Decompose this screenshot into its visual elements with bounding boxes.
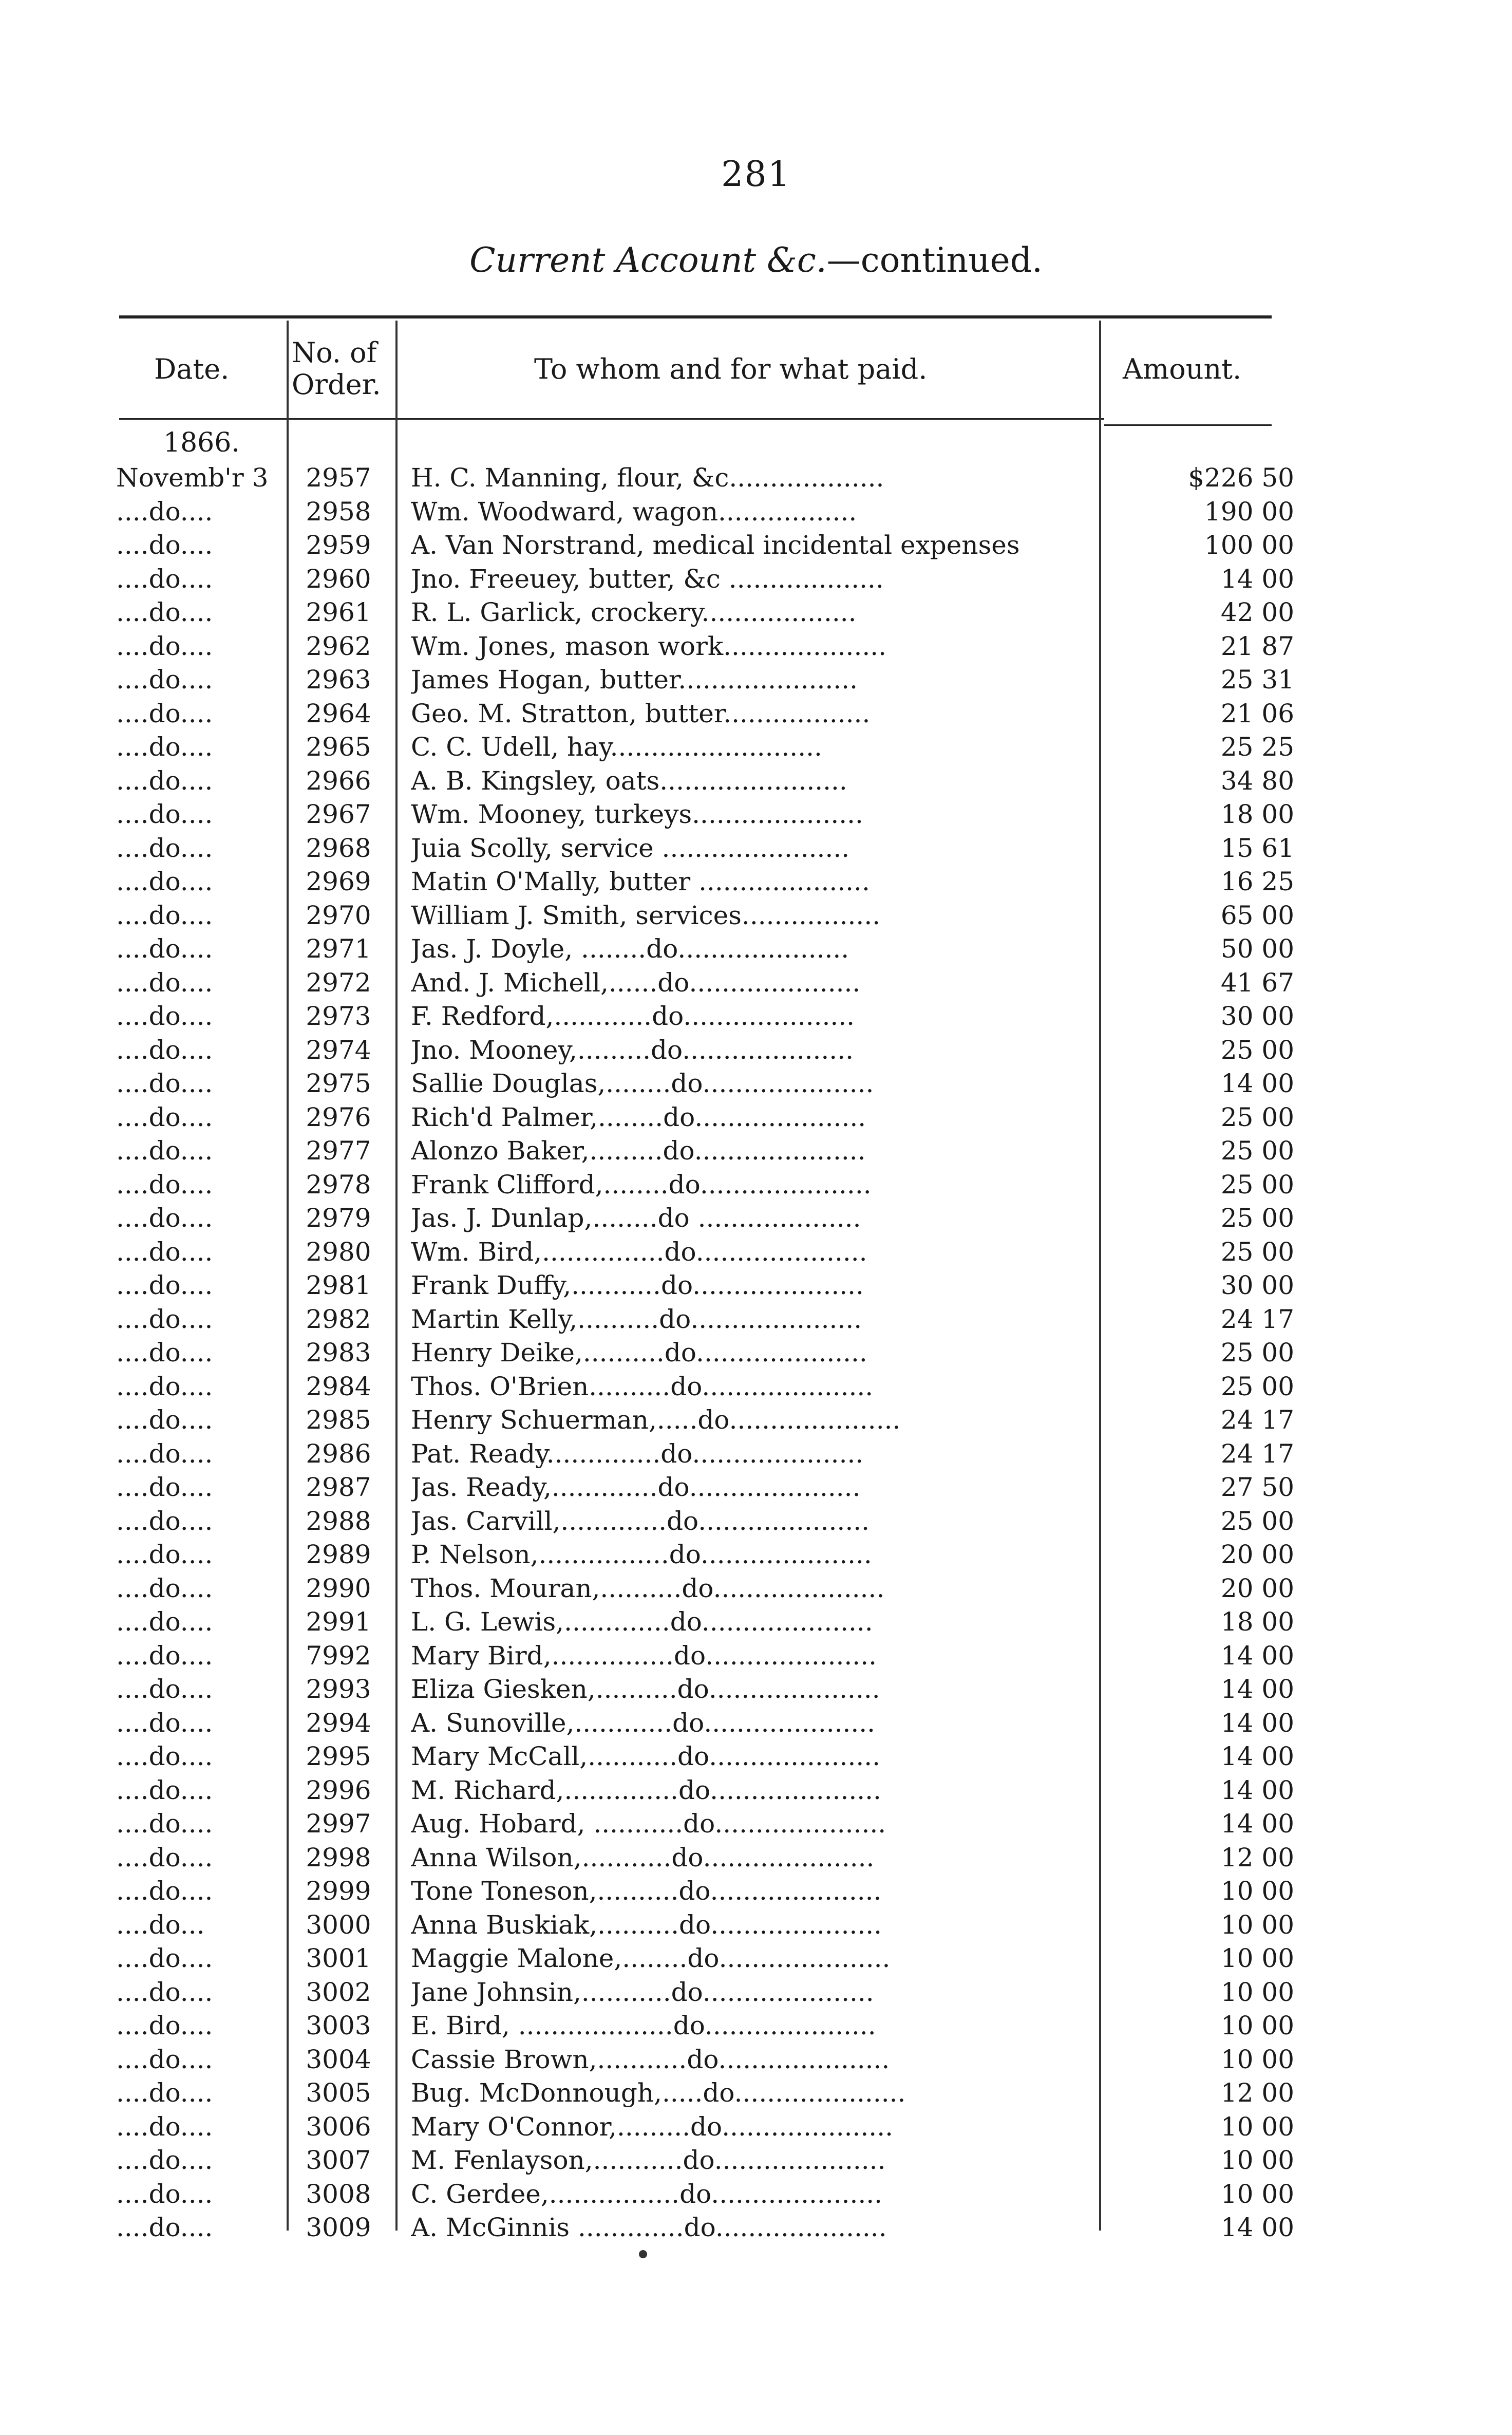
row-order-number: 3007 <box>306 2145 371 2175</box>
row-date: ....do.... <box>116 1371 213 1401</box>
row-order-number: 3004 <box>306 2044 371 2074</box>
table-row <box>0 966 1512 1000</box>
row-date: Novemb'r 3 <box>116 463 269 493</box>
row-amount: $226 50 <box>1188 463 1294 493</box>
row-payee: P. Nelson,................do..................... <box>411 1540 872 1569</box>
row-payee: Mary McCall,...........do..................... <box>411 1741 881 1771</box>
row-order-number: 2974 <box>306 1035 371 1065</box>
row-amount: 10 00 <box>1220 2111 1294 2142</box>
row-amount: 25 25 <box>1220 732 1294 762</box>
row-order-number: 3003 <box>306 2011 371 2040</box>
row-date: ....do.... <box>116 867 213 896</box>
row-date: ....do.... <box>116 2213 213 2242</box>
table-row <box>0 1841 1512 1875</box>
table-row <box>0 1336 1512 1370</box>
row-payee: Alonzo Baker,.........do..................... <box>411 1136 866 1166</box>
row-date: ....do.... <box>116 1237 213 1267</box>
row-amount: 14 00 <box>1220 564 1294 594</box>
row-date: ....do.... <box>116 1203 213 1233</box>
row-order-number: 2970 <box>306 900 371 930</box>
row-amount: 10 00 <box>1220 1977 1294 2007</box>
table-row <box>0 1101 1512 1135</box>
row-amount: 50 00 <box>1220 934 1294 964</box>
table-row <box>0 2211 1512 2245</box>
row-payee: Eliza Giesken,..........do..................... <box>411 1674 880 1704</box>
row-date: ....do.... <box>116 1136 213 1166</box>
row-payee: And. J. Michell,......do..................... <box>411 967 861 998</box>
row-payee: William J. Smith, services................. <box>411 900 881 930</box>
row-amount: 24 17 <box>1220 1438 1294 1469</box>
row-order-number: 2986 <box>306 1438 371 1469</box>
table-row <box>0 899 1512 933</box>
header-rule-left <box>119 418 1104 420</box>
row-payee: Sallie Douglas,........do..................... <box>411 1069 874 1098</box>
row-payee: Aug. Hobard, ...........do..................... <box>411 1809 886 1839</box>
table-row <box>0 1707 1512 1740</box>
table-row <box>0 2178 1512 2212</box>
row-date: ....do.... <box>116 698 213 728</box>
table-row <box>0 764 1512 798</box>
row-payee: A. Van Norstrand, medical incidental expenses <box>411 530 1020 560</box>
table-row <box>0 1908 1512 1942</box>
row-date: ....do.... <box>116 1674 213 1704</box>
row-date: ....do.... <box>116 833 213 863</box>
row-date: ....do.... <box>116 1640 213 1671</box>
table-row <box>0 1437 1512 1471</box>
row-date: ....do.... <box>116 530 213 560</box>
row-amount: 25 00 <box>1220 1506 1294 1536</box>
row-order-number: 2975 <box>306 1069 371 1098</box>
row-payee: C. Gerdee,................do..................... <box>411 2179 883 2209</box>
row-date: ....do.... <box>116 2111 213 2142</box>
row-amount: 18 00 <box>1220 1607 1294 1637</box>
table-row <box>0 798 1512 832</box>
row-order-number: 2998 <box>306 1842 371 1872</box>
row-order-number: 2996 <box>306 1775 371 1805</box>
row-amount: 12 00 <box>1220 2078 1294 2108</box>
row-payee: Mary Bird,...............do..................... <box>411 1640 877 1671</box>
row-date: ....do.... <box>116 765 213 796</box>
table-row <box>0 1303 1512 1337</box>
row-order-number: 2984 <box>306 1371 371 1401</box>
row-amount: 25 00 <box>1220 1237 1294 1267</box>
row-order-number: 2962 <box>306 631 371 661</box>
table-row <box>0 932 1512 966</box>
table-row <box>0 2043 1512 2077</box>
row-payee: Mary O'Connor,.........do..................... <box>411 2111 893 2142</box>
row-date: ....do.... <box>116 1809 213 1839</box>
row-date: ....do.... <box>116 2044 213 2074</box>
row-payee: Jas. J. Doyle, ........do..................... <box>411 934 849 964</box>
table-row <box>0 1370 1512 1404</box>
table-row <box>0 1202 1512 1235</box>
row-date: ....do.... <box>116 1876 213 1906</box>
row-date: ....do.... <box>116 1741 213 1771</box>
row-amount: 10 00 <box>1220 2179 1294 2209</box>
row-order-number: 2985 <box>306 1405 371 1435</box>
table-row <box>0 1605 1512 1639</box>
row-date: ....do.... <box>116 1977 213 2007</box>
table-row <box>0 1067 1512 1101</box>
row-date: ....do.... <box>116 2011 213 2040</box>
row-payee: H. C. Manning, flour, &c................... <box>411 463 884 493</box>
row-amount: 14 00 <box>1220 1741 1294 1771</box>
row-payee: A. Sunoville,............do..................... <box>411 1708 876 1738</box>
row-date: ....do.... <box>116 1573 213 1603</box>
header-whom: To whom and for what paid. <box>534 353 928 385</box>
ornament-dot <box>639 2250 647 2258</box>
row-amount: 25 00 <box>1220 1169 1294 1200</box>
row-amount: 25 00 <box>1220 1338 1294 1368</box>
row-date: ....do.... <box>116 1169 213 1200</box>
row-amount: 10 00 <box>1220 1943 1294 1973</box>
row-payee: James Hogan, butter...................... <box>411 665 858 695</box>
row-amount: 14 00 <box>1220 1775 1294 1805</box>
row-date: ....do.... <box>116 1708 213 1738</box>
row-date: ....do... <box>116 1909 205 1940</box>
row-date: ....do.... <box>116 1035 213 1065</box>
row-order-number: 2972 <box>306 967 371 998</box>
table-row <box>0 697 1512 731</box>
table-row <box>0 832 1512 866</box>
table-row <box>0 1942 1512 1976</box>
table-row <box>0 1673 1512 1707</box>
table-row <box>0 1000 1512 1034</box>
row-date: ....do.... <box>116 1842 213 1872</box>
row-order-number: 7992 <box>306 1640 371 1671</box>
row-amount: 14 00 <box>1220 1640 1294 1671</box>
row-order-number: 3008 <box>306 2179 371 2209</box>
row-date: ....do.... <box>116 2179 213 2209</box>
table-row <box>0 1403 1512 1437</box>
row-order-number: 2958 <box>306 496 371 527</box>
row-order-number: 2959 <box>306 530 371 560</box>
row-order-number: 2971 <box>306 934 371 964</box>
row-amount: 10 00 <box>1220 1909 1294 1940</box>
row-payee: Bug. McDonnough,.....do..................... <box>411 2078 906 2108</box>
row-date: ....do.... <box>116 631 213 661</box>
row-amount: 15 61 <box>1220 833 1294 863</box>
table-row <box>0 1875 1512 1908</box>
row-date: ....do.... <box>116 564 213 594</box>
row-date: ....do.... <box>116 2078 213 2108</box>
row-amount: 25 00 <box>1220 1136 1294 1166</box>
row-order-number: 2968 <box>306 833 371 863</box>
table-row <box>0 461 1512 495</box>
row-payee: A. B. Kingsley, oats....................... <box>411 765 847 796</box>
row-date: ....do.... <box>116 496 213 527</box>
row-date: ....do.... <box>116 2145 213 2175</box>
year-label: 1866. <box>163 427 240 458</box>
row-order-number: 2981 <box>306 1270 371 1300</box>
row-amount: 27 50 <box>1220 1472 1294 1502</box>
row-order-number: 2961 <box>306 597 371 627</box>
table-row <box>0 495 1512 529</box>
row-order-number: 2982 <box>306 1304 371 1334</box>
row-order-number: 2969 <box>306 867 371 896</box>
row-date: ....do.... <box>116 799 213 829</box>
row-payee: C. C. Udell, hay.......................... <box>411 732 822 762</box>
row-amount: 25 00 <box>1220 1035 1294 1065</box>
row-date: ....do.... <box>116 1304 213 1334</box>
row-payee: A. McGinnis .............do..................... <box>411 2213 887 2242</box>
row-order-number: 3009 <box>306 2213 371 2242</box>
row-order-number: 2966 <box>306 765 371 796</box>
row-order-number: 2967 <box>306 799 371 829</box>
row-date: ....do.... <box>116 1506 213 1536</box>
row-order-number: 2963 <box>306 665 371 695</box>
row-amount: 12 00 <box>1220 1842 1294 1872</box>
row-payee: F. Redford,............do..................... <box>411 1001 855 1031</box>
table-row <box>0 1235 1512 1269</box>
row-order-number: 2990 <box>306 1573 371 1603</box>
row-payee: Wm. Bird,...............do..................... <box>411 1237 867 1267</box>
row-date: ....do.... <box>116 1472 213 1502</box>
table-row <box>0 865 1512 899</box>
row-payee: Anna Buskiak,..........do..................... <box>411 1909 882 1940</box>
row-order-number: 2980 <box>306 1237 371 1267</box>
row-date: ....do.... <box>116 1338 213 1368</box>
page-title-italic: Current Account &c. <box>469 240 827 280</box>
row-date: ....do.... <box>116 1607 213 1637</box>
table-row <box>0 2110 1512 2144</box>
row-order-number: 3001 <box>306 1943 371 1973</box>
page-title-continued: —continued. <box>826 240 1043 280</box>
row-payee: Jas. Carvill,.............do..................... <box>411 1506 870 1536</box>
row-payee: Wm. Jones, mason work.................... <box>411 631 887 661</box>
row-date: ....do.... <box>116 1001 213 1031</box>
table-row <box>0 2076 1512 2110</box>
row-payee: Jas. J. Dunlap,........do .................... <box>411 1203 861 1233</box>
row-amount: 25 00 <box>1220 1371 1294 1401</box>
row-amount: 14 00 <box>1220 1674 1294 1704</box>
header-order-text: No. of Order. <box>292 336 381 401</box>
row-date: ....do.... <box>116 1102 213 1132</box>
row-payee: Anna Wilson,...........do..................... <box>411 1842 875 1872</box>
row-order-number: 2987 <box>306 1472 371 1502</box>
row-date: ....do.... <box>116 732 213 762</box>
table-row <box>0 1774 1512 1808</box>
row-payee: Geo. M. Stratton, butter.................. <box>411 698 871 728</box>
row-order-number: 2997 <box>306 1809 371 1839</box>
row-amount: 24 17 <box>1220 1304 1294 1334</box>
row-order-number: 2978 <box>306 1169 371 1200</box>
row-amount: 24 17 <box>1220 1405 1294 1435</box>
row-amount: 20 00 <box>1220 1540 1294 1569</box>
row-amount: 25 31 <box>1220 665 1294 695</box>
table-row <box>0 1134 1512 1168</box>
row-amount: 65 00 <box>1220 900 1294 930</box>
row-amount: 14 00 <box>1220 1069 1294 1098</box>
row-payee: Thos. Mouran,..........do..................... <box>411 1573 885 1603</box>
row-amount: 100 00 <box>1204 530 1294 560</box>
table-row <box>0 1740 1512 1774</box>
row-amount: 21 06 <box>1220 698 1294 728</box>
row-order-number: 2964 <box>306 698 371 728</box>
row-order-number: 2979 <box>306 1203 371 1233</box>
row-amount: 14 00 <box>1220 1809 1294 1839</box>
row-amount: 20 00 <box>1220 1573 1294 1603</box>
row-payee: E. Bird, ...................do..................... <box>411 2011 876 2040</box>
row-payee: Jas. Ready,.............do..................... <box>411 1472 861 1502</box>
table-row <box>0 1572 1512 1606</box>
row-payee: Matin O'Mally, butter ..................... <box>411 867 870 896</box>
table-row <box>0 2144 1512 2178</box>
row-amount: 34 80 <box>1220 765 1294 796</box>
row-amount: 190 00 <box>1204 496 1294 527</box>
row-amount: 30 00 <box>1220 1001 1294 1031</box>
row-amount: 14 00 <box>1220 1708 1294 1738</box>
row-amount: 14 00 <box>1220 2213 1294 2242</box>
ledger-rows <box>0 461 1512 2245</box>
row-payee: Cassie Brown,...........do..................... <box>411 2044 890 2074</box>
row-order-number: 2976 <box>306 1102 371 1132</box>
row-amount: 41 67 <box>1220 967 1294 998</box>
row-amount: 10 00 <box>1220 2011 1294 2040</box>
row-payee: M. Fenlayson,...........do..................... <box>411 2145 886 2175</box>
row-payee: Jno. Freeuey, butter, &c ................... <box>411 564 884 594</box>
page-title <box>0 240 1512 280</box>
row-amount: 10 00 <box>1220 2044 1294 2074</box>
row-amount: 30 00 <box>1220 1270 1294 1300</box>
row-payee: R. L. Garlick, crockery................... <box>411 597 857 627</box>
row-date: ....do.... <box>116 1775 213 1805</box>
row-date: ....do.... <box>116 1540 213 1569</box>
table-row <box>0 730 1512 764</box>
row-order-number: 2960 <box>306 564 371 594</box>
row-date: ....do.... <box>116 1438 213 1469</box>
table-top-rule <box>119 315 1272 319</box>
row-date: ....do.... <box>116 967 213 998</box>
row-date: ....do.... <box>116 1943 213 1973</box>
row-order-number: 3006 <box>306 2111 371 2142</box>
row-amount: 10 00 <box>1220 1876 1294 1906</box>
row-order-number: 2991 <box>306 1607 371 1637</box>
table-row <box>0 1639 1512 1673</box>
row-payee: Henry Schuerman,.....do..................... <box>411 1405 901 1435</box>
row-order-number: 2994 <box>306 1708 371 1738</box>
header-order <box>292 337 389 401</box>
table-row <box>0 1807 1512 1841</box>
table-row <box>0 1269 1512 1303</box>
row-order-number: 2989 <box>306 1540 371 1569</box>
row-payee: Tone Toneson,..........do..................... <box>411 1876 882 1906</box>
row-order-number: 2995 <box>306 1741 371 1771</box>
row-amount: 16 25 <box>1220 867 1294 896</box>
table-row <box>0 1538 1512 1572</box>
row-payee: Wm. Mooney, turkeys..................... <box>411 799 863 829</box>
row-date: ....do.... <box>116 1270 213 1300</box>
row-payee: Henry Deike,..........do..................... <box>411 1338 867 1368</box>
row-payee: Jane Johnsin,...........do..................... <box>411 1977 874 2007</box>
row-payee: Thos. O'Brien..........do..................... <box>411 1371 874 1401</box>
row-payee: Jno. Mooney,.........do..................... <box>411 1035 854 1065</box>
row-payee: Frank Clifford,........do..................... <box>411 1169 872 1200</box>
table-row <box>0 596 1512 630</box>
row-order-number: 2977 <box>306 1136 371 1166</box>
row-date: ....do.... <box>116 934 213 964</box>
row-date: ....do.... <box>116 1405 213 1435</box>
row-order-number: 3002 <box>306 1977 371 2007</box>
table-row <box>0 1976 1512 2010</box>
row-payee: L. G. Lewis,.............do..................... <box>411 1607 873 1637</box>
header-amount: Amount. <box>1123 353 1242 385</box>
row-amount: 25 00 <box>1220 1102 1294 1132</box>
row-order-number: 2988 <box>306 1506 371 1536</box>
row-payee: Wm. Woodward, wagon................. <box>411 496 857 527</box>
row-order-number: 2965 <box>306 732 371 762</box>
table-row <box>0 2009 1512 2043</box>
table-row <box>0 663 1512 697</box>
row-order-number: 3005 <box>306 2078 371 2108</box>
row-payee: Maggie Malone,........do..................... <box>411 1943 891 1973</box>
row-order-number: 2999 <box>306 1876 371 1906</box>
row-order-number: 2957 <box>306 463 371 493</box>
table-row <box>0 563 1512 596</box>
row-payee: Martin Kelly,..........do..................... <box>411 1304 862 1334</box>
row-date: ....do.... <box>116 1069 213 1098</box>
table-row <box>0 630 1512 664</box>
row-date: ....do.... <box>116 900 213 930</box>
row-payee: Juia Scolly, service ....................... <box>411 833 850 863</box>
row-amount: 42 00 <box>1220 597 1294 627</box>
row-date: ....do.... <box>116 597 213 627</box>
page-number: 281 <box>721 154 791 195</box>
row-order-number: 3000 <box>306 1909 371 1940</box>
row-order-number: 2993 <box>306 1674 371 1704</box>
row-payee: Pat. Ready..............do..................... <box>411 1438 864 1469</box>
row-order-number: 2983 <box>306 1338 371 1368</box>
row-date: ....do.... <box>116 665 213 695</box>
row-amount: 10 00 <box>1220 2145 1294 2175</box>
header-rule-right <box>1104 424 1272 426</box>
header-date: Date. <box>154 353 230 385</box>
table-row <box>0 1471 1512 1505</box>
row-amount: 25 00 <box>1220 1203 1294 1233</box>
row-payee: Frank Duffy,...........do..................... <box>411 1270 864 1300</box>
table-row <box>0 529 1512 563</box>
table-row <box>0 1505 1512 1539</box>
row-order-number: 2973 <box>306 1001 371 1031</box>
row-amount: 21 87 <box>1220 631 1294 661</box>
table-row <box>0 1168 1512 1202</box>
row-payee: M. Richard,..............do..................... <box>411 1775 881 1805</box>
table-row <box>0 1034 1512 1067</box>
row-amount: 18 00 <box>1220 799 1294 829</box>
row-payee: Rich'd Palmer,........do..................... <box>411 1102 866 1132</box>
